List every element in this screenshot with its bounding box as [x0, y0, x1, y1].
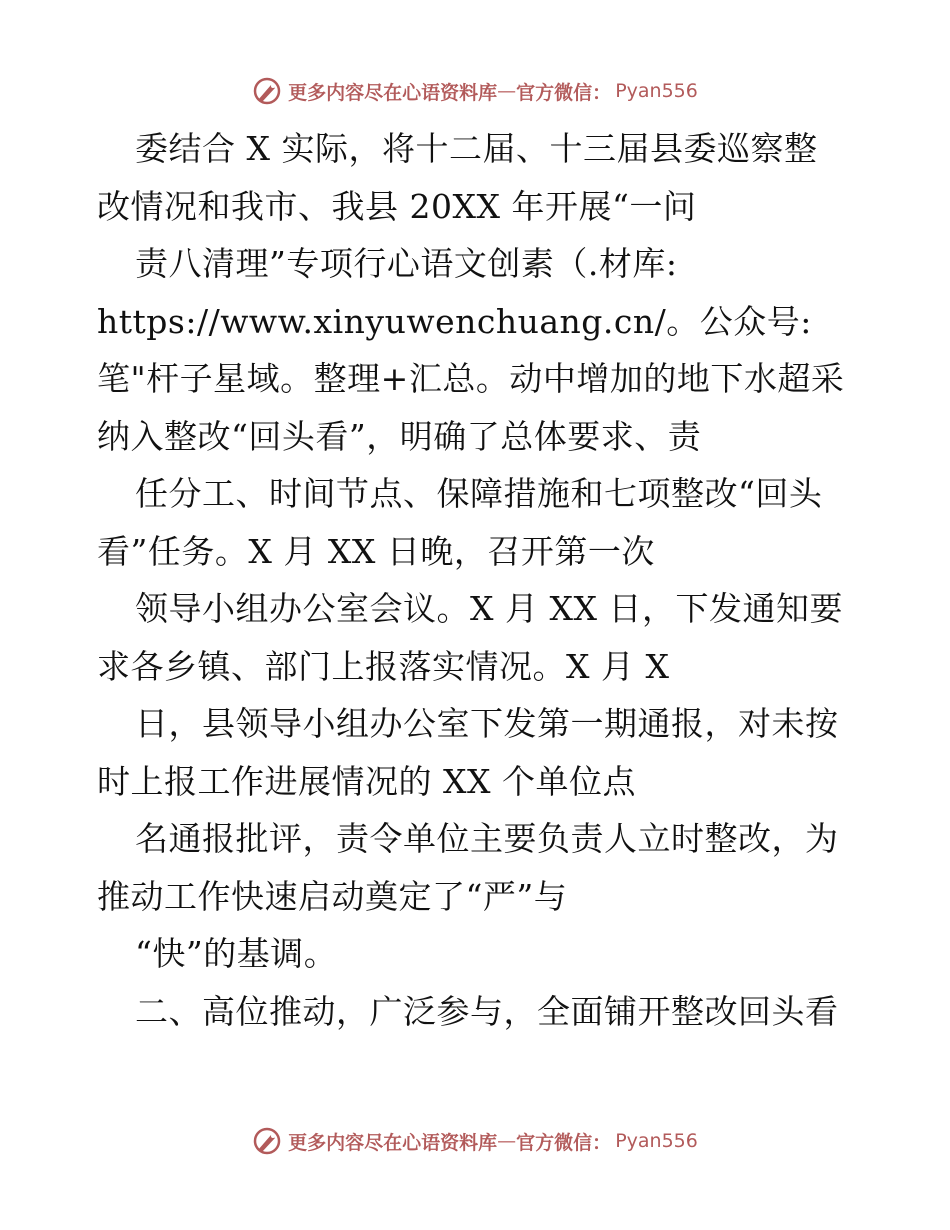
text-line: https://www.xinyuwenchuang.cn/。公众号:: [97, 301, 812, 341]
section-heading: 二、高位推动，广泛参与，全面铺开整改回头看: [135, 991, 839, 1031]
pen-logo-icon: [252, 76, 282, 106]
text-line: 推动工作快速启动奠定了“严”与: [97, 876, 568, 916]
banner-account: Pyan556: [615, 80, 698, 102]
text-line: 求各乡镇、部门上报落实情况。X 月 X: [97, 646, 670, 686]
text-line: 任分工、时间节点、保障措施和七项整改“回头: [135, 474, 823, 513]
text-line: 改情况和我市、我县 20XX 年开展“一问: [97, 186, 697, 226]
banner-dash: —: [497, 80, 517, 102]
text-line: 名通报批评，责令单位主要负责人立时整改，为: [135, 819, 839, 858]
banner-dash: —: [497, 1130, 517, 1152]
text-line: 看”任务。X 月 XX 日晚，召开第一次: [97, 531, 655, 571]
text-line: 笔"杆子星域。整理+汇总。动中增加的地下水超采: [97, 359, 845, 398]
header-banner: [0, 71, 950, 111]
document-body: [97, 120, 857, 1040]
banner-library-text: 更多内容尽在心语资料库: [288, 1131, 498, 1154]
banner-account: Pyan556: [615, 1130, 698, 1152]
footer-banner: [0, 1121, 950, 1161]
text-line: 责八清理”专项行心语文创素（.材库:: [135, 244, 678, 283]
banner-library-text: 更多内容尽在心语资料库: [288, 81, 498, 104]
banner-wechat-label: 官方微信：: [516, 81, 612, 104]
text-line: 日，县领导小组办公室下发第一期通报，对未按: [135, 704, 839, 743]
banner-wechat-label: 官方微信：: [516, 1131, 612, 1154]
text-line: 委结合 X 实际，将十二届、十三届县委巡察整: [135, 129, 818, 168]
text-line: 时上报工作进展情况的 XX 个单位点: [97, 761, 636, 801]
pen-logo-icon: [252, 1126, 282, 1156]
text-line: 纳入整改“回头看”，明确了总体要求、责: [97, 416, 702, 456]
text-line: “快”的基调。: [135, 934, 338, 973]
text-line: 领导小组办公室会议。X 月 XX 日，下发通知要: [135, 589, 843, 628]
